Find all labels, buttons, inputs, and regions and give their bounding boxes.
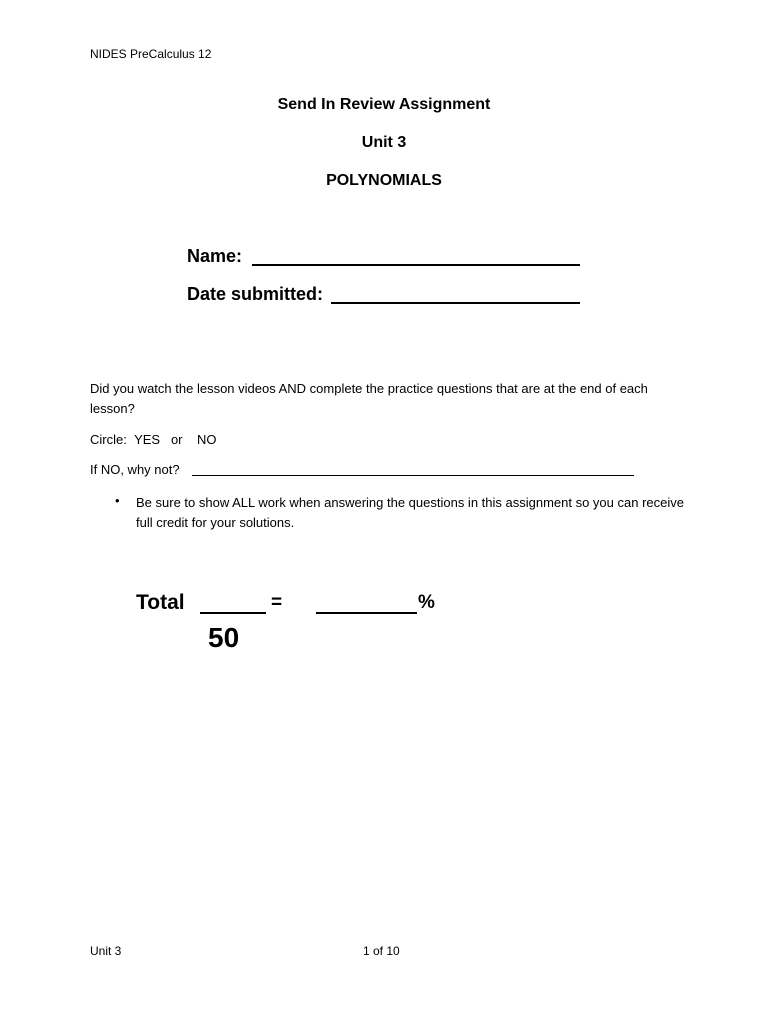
percent-sign: % — [418, 592, 435, 613]
date-submitted-label: Date submitted: — [187, 284, 324, 304]
circle-label: Circle: — [90, 432, 127, 447]
equals-sign: = — [271, 592, 283, 613]
score-blank-line[interactable] — [200, 612, 266, 614]
date-blank-line[interactable] — [331, 302, 580, 304]
or-text: or — [170, 432, 183, 447]
name-label: Name: — [187, 246, 243, 266]
why-not-label: If NO, why not? — [90, 462, 180, 477]
yes-option[interactable]: YES — [134, 432, 161, 447]
instruction-bullet: Be sure to show ALL work when answering the questions in this assignment so you can receive full credit for your solutions. — [136, 495, 684, 530]
page-number: 1 of 10 — [363, 944, 400, 958]
total-denominator: 50 — [208, 622, 240, 653]
course-header: NIDES PreCalculus 12 — [90, 47, 212, 61]
no-option[interactable]: NO — [196, 432, 217, 447]
why-not-blank-line[interactable] — [192, 475, 634, 476]
assignment-title: Send In Review Assignment — [277, 96, 491, 113]
bullet-icon: • — [115, 493, 120, 508]
footer-unit: Unit 3 — [90, 944, 122, 958]
total-label: Total — [136, 591, 185, 614]
name-blank-line[interactable] — [252, 264, 580, 266]
circle-options — [90, 430, 216, 450]
unit-title: Unit 3 — [361, 134, 407, 151]
topic-title: POLYNOMIALS — [326, 172, 442, 189]
lesson-question: Did you watch the lesson videos AND complete the practice questions that are at the end of each lesson? — [90, 381, 648, 416]
percent-blank-line[interactable] — [316, 612, 417, 614]
